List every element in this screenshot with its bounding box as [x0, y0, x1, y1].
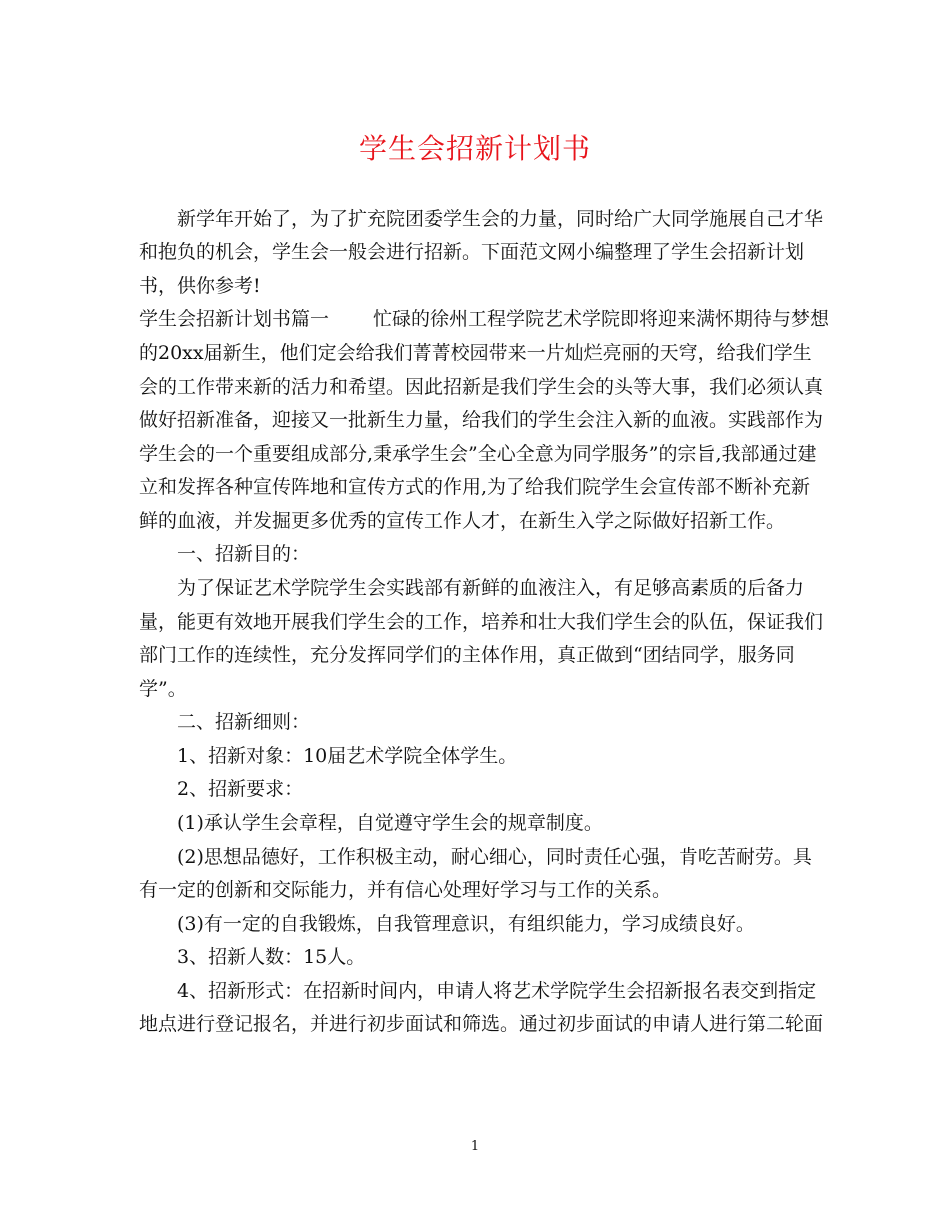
text-line: 和抱负的机会，学生会一般会进行招新。下面范文网小编整理了学生会招新计划: [139, 241, 805, 263]
text-line: 的20xx届新生，他们定会给我们菁菁校园带来一片灿烂亮丽的天穹，给我们学生: [139, 342, 812, 364]
text-line: 学生会招新计划书篇一 忙碌的徐州工程学院艺术学院即将迎来满怀期待与梦想: [139, 308, 830, 330]
text-line: 有一定的创新和交际能力，并有信心处理好学习与工作的关系。: [139, 879, 672, 901]
text-line: 学”。: [139, 678, 187, 700]
text-line: 学生会的一个重要组成部分,秉承学生会”全心全意为同学服务”的宗旨,我部通过建: [139, 443, 817, 465]
page-number: 1: [470, 1139, 480, 1154]
text-line: 书，供你参考!: [139, 275, 261, 297]
text-line: (1)承认学生会章程，自觉遵守学生会的规章制度。: [177, 812, 603, 834]
text-line: (3)有一定的自我锻炼，自我管理意识，有组织能力，学习成绩良好。: [177, 913, 755, 935]
text-line: 1、招新对象：10届艺术学院全体学生。: [177, 745, 518, 767]
text-line: 一、招新目的：: [177, 543, 311, 565]
text-line: 鲜的血液，并发掘更多优秀的宣传工作人才，在新生入学之际做好招新工作。: [139, 510, 786, 532]
page-title: 学生会招新计划书: [358, 132, 591, 165]
text-line: 二、招新细则：: [177, 711, 311, 733]
text-line: 地点进行登记报名，并进行初步面试和筛选。通过初步面试的申请人进行第二轮面: [139, 1013, 824, 1035]
text-line: 2、招新要求：: [177, 778, 304, 800]
text-line: 新学年开始了，为了扩充院团委学生会的力量，同时给广大同学施展自己才华: [177, 208, 824, 230]
text-line: 立和发挥各种宣传阵地和宣传方式的作用,为了给我们院学生会宣传部不断补充新: [139, 476, 811, 498]
text-line: (2)思想品德好，工作积极主动，耐心细心，同时责任心强，肯吃苦耐劳。具: [177, 846, 812, 868]
text-line: 会的工作带来新的活力和希望。因此招新是我们学生会的头等大事，我们必须认真: [139, 376, 824, 398]
text-line: 做好招新准备，迎接又一批新生力量，给我们的学生会注入新的血液。实践部作为: [139, 409, 824, 431]
text-line: 4、招新形式：在招新时间内，申请人将艺术学院学生会招新报名表交到指定: [177, 980, 817, 1002]
text-line: 3、招新人数：15人。: [177, 946, 366, 968]
text-line: 为了保证艺术学院学生会实践部有新鲜的血液注入，有足够高素质的后备力: [177, 577, 805, 599]
text-line: 量，能更有效地开展我们学生会的工作，培养和壮大我们学生会的队伍，保证我们: [139, 611, 824, 633]
text-line: 部门工作的连续性，充分发挥同学们的主体作用，真正做到“团结同学，服务同: [139, 644, 795, 666]
